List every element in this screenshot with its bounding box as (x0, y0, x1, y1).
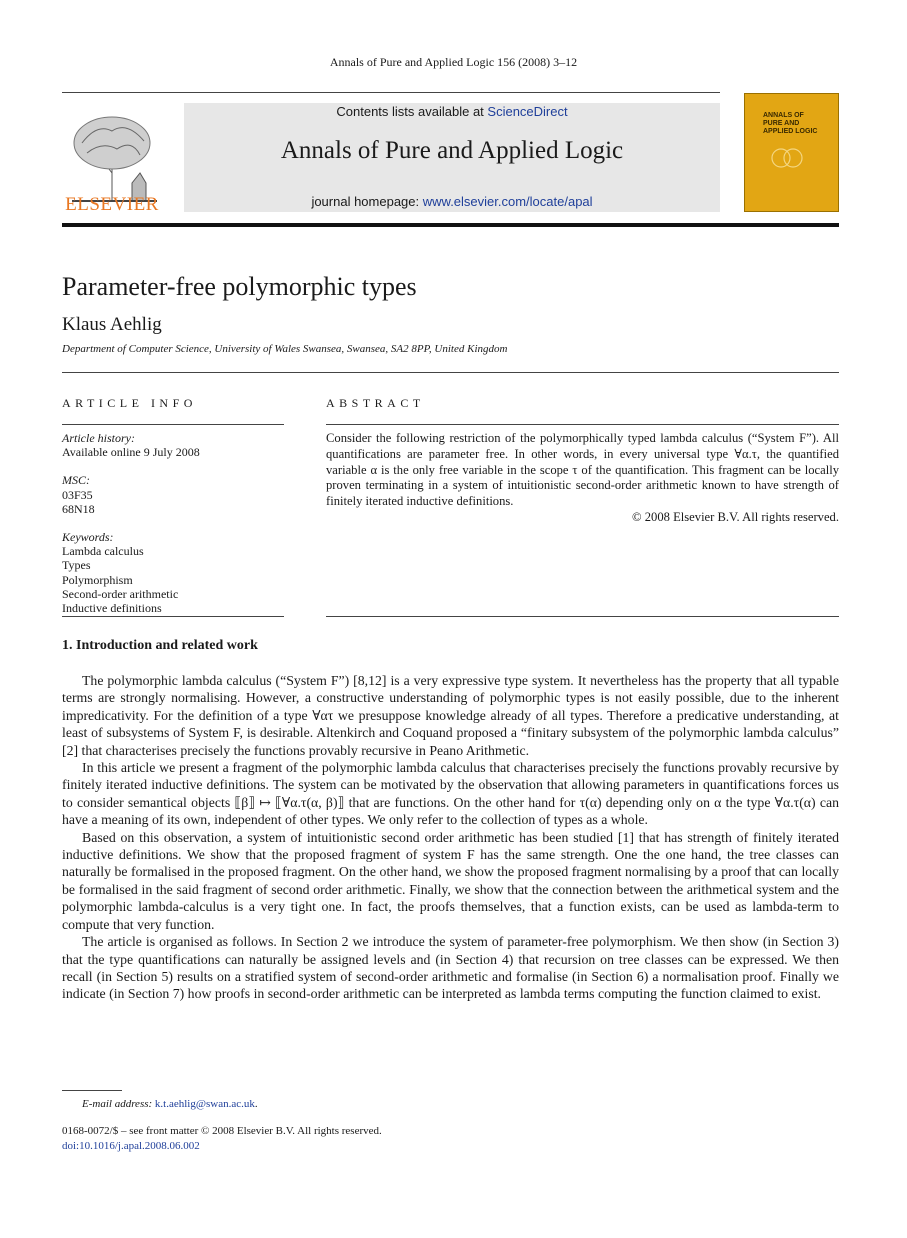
homepage-link[interactable]: www.elsevier.com/locate/apal (422, 194, 593, 209)
footnote-suffix: . (254, 1098, 258, 1110)
abstract-copyright: © 2008 Elsevier B.V. All rights reserved. (632, 509, 839, 524)
abstract-text: Consider the following restriction of the polymorphically typed lambda calculus (“System F”). All quantifications are parameter free. In other words, in every universal type ∀α.τ, the quantified variable α is the only free variable in the scope τ of the quantification. This fragment can be locally proven terminating in a system of intuitionistic second-order arithmetic known to have strength of finitely iterated inductive definitions. (326, 431, 839, 509)
contents-prefix: Contents lists available at (336, 104, 488, 119)
abstract-panel (326, 424, 839, 617)
keyword: Types (62, 558, 91, 573)
article-info-panel (62, 424, 284, 617)
journal-banner (184, 103, 720, 212)
keyword: Inductive definitions (62, 601, 162, 616)
history-label: Article history: (62, 431, 135, 445)
cover-title-line: ANNALS OF (763, 112, 804, 119)
msc-code: 03F35 (62, 487, 93, 502)
article-info-heading: ARTICLE INFO (62, 396, 197, 410)
msc-label: MSC: (62, 473, 90, 488)
journal-masthead (62, 93, 839, 221)
abstract-heading: ABSTRACT (326, 396, 425, 410)
msc-group (62, 473, 284, 516)
keyword: Lambda calculus (62, 544, 144, 559)
email-link[interactable]: k.t.aehlig@swan.ac.uk (154, 1098, 255, 1110)
journal-cover-thumbnail (744, 93, 839, 212)
keyword: Polymorphism (62, 572, 133, 587)
section-heading: 1. Introduction and related work (62, 638, 258, 653)
contents-line (184, 104, 720, 119)
msc-code: 68N18 (62, 501, 95, 516)
doi-text[interactable]: doi:10.1016/j.apal.2008.06.002 (62, 1140, 200, 1152)
homepage-prefix: journal homepage: (311, 194, 423, 209)
body-paragraph: The polymorphic lambda calculus (“System F”) [8,12] is a very expressive type system. It nevertheless has the property that all typable terms are strongly normalising. However, a constructive understanding of polymorphic types is not easily possible, due to the inherent impredicativity. For the definition of a type ∀ατ we presuppose knowledge already of all types. Therefore a predicative understanding, at least of subsystems of System F, is desirable. Altenkirch and Coquand proposed a “finitary subsystem of the polymorphic lambda calculus” [2] that characterises precisely the functions provably recursive in Peano Arithmetic. (62, 673, 839, 758)
author-name: Klaus Aehlig (62, 314, 162, 335)
author-affiliation: Department of Computer Science, University of Wales Swansea, Swansea, SA2 8PP, United Kingdom (62, 343, 508, 355)
body-paragraph: Based on this observation, a system of intuitionistic second order arithmetic has been studied [1] that has strength of finitely iterated inductive definitions. We show that the proposed fragment of system F has the same strength. One the one hand, the tree classes can naturally be formalised in the proposed fragment. On the other hand, we show the proposed fragment normalising by a proof that can locally be formalised in the said fragment of second order arithmetic. Finally, we show that the connection between the arithmetical system and the polymorphic lambda-calculus is a very tight one. In fact, the proofs themselves, that a function exists, can be used as lambda-term to compute that very function. (62, 829, 839, 932)
front-matter-notice: 0168-0072/$ – see front matter © 2008 Elsevier B.V. All rights reserved. (62, 1125, 382, 1137)
homepage-line (184, 194, 720, 209)
keywords-label: Keywords: (62, 530, 114, 545)
section-body (62, 672, 839, 1003)
body-paragraph: In this article we present a fragment of the polymorphic lambda calculus that characterises precisely the functions provably recursive by finitely iterated inductive definitions. The system can be motivated by the observation that allowing parameters in quantifications forces us to consider semantical objects ⟦β⟧ ↦ ⟦∀α.τ(α, β)⟧ that are functions. On the other hand for τ(α) depending only on α the type ∀α.τ(α) can have a meaning of its own, independent of other types. We only refer to the collection of types as a whole. (62, 760, 839, 828)
cover-title-line: APPLIED LOGIC (763, 128, 818, 135)
cover-ornament-icon (767, 142, 807, 174)
running-head: Annals of Pure and Applied Logic 156 (2008) 3–12 (329, 55, 578, 69)
body-paragraph: The article is organised as follows. In Section 2 we introduce the system of parameter-free polymorphism. We then show (in Section 3) that the type quantifications can naturally be assigned levels and (in Section 4) that recursion on tree classes can be expressed. We then recall (in Section 5) results on a stratified system of second-order arithmetic and formalise (in Section 6) a normalisation proof. Finally we indicate (in Section 7) how proofs in second-order arithmetic can be interpreted as lambda terms computing the function claimed to exist. (62, 934, 839, 1002)
author-footnote (82, 1098, 258, 1110)
footnote-label: E-mail address: (82, 1098, 155, 1110)
elsevier-logo-text: ELSEVIER (65, 194, 159, 215)
doi-link[interactable] (62, 1140, 200, 1152)
footnote-rule (62, 1090, 122, 1091)
keyword: Second-order arithmetic (62, 586, 179, 601)
keywords-group (62, 530, 284, 615)
masthead-rule (62, 223, 839, 227)
cover-title-line: PURE AND (763, 120, 800, 127)
front-matter-rule (62, 372, 839, 373)
article-title: Parameter-free polymorphic types (62, 272, 417, 301)
cover-title (763, 112, 817, 136)
journal-title: Annals of Pure and Applied Logic (280, 137, 624, 164)
history-value: Available online 9 July 2008 (62, 445, 200, 460)
history-group (62, 431, 284, 459)
sciencedirect-link[interactable]: ScienceDirect (487, 104, 568, 119)
